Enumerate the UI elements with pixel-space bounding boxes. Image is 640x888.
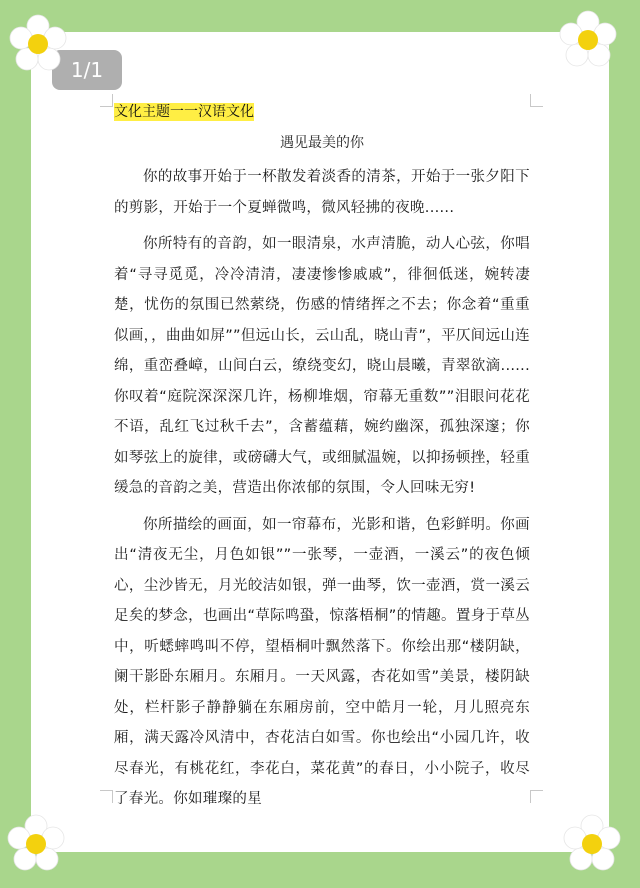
crop-mark-top-right (530, 94, 543, 107)
daisy-flower-icon (8, 14, 68, 74)
crop-mark-top-left (100, 94, 113, 107)
paragraph-3: 你所描绘的画面，如一帘幕布，光影和谐，色彩鲜明。你画出“清夜无尘，月色如银””一张琴，一壶酒，一溪云”的夜色倾心，尘沙皆无，月光皎洁如银，弹一曲琴，饮一壶酒，赏一溪云足矣的梦念，也画出“草际鸣蛩，惊落梧桐”的情趣。置身于草丛中，听蟋蟀鸣叫不停，望梧桐叶飘然落下。你绘出那“楼阴缺，阑干影卧东厢月。东厢月。一天风露，杏花如雪”美景，楼阴缺处，栏杆影子静静躺在东厢房前，空中皓月一轮，月儿照亮东厢，满天露冷风清中，杏花洁白如雪。你也绘出“小园几许，收尽春光，有桃花红，李花白，菜花黄”的春日，小小院子，收尽了春光。你如璀璨的星 (114, 516, 530, 807)
daisy-flower-icon (562, 814, 622, 874)
paragraph-2: 你所特有的音韵，如一眼清泉，水声清脆，动人心弦，你唱着“寻寻觅觅，冷冷清清，凄凄惨惨戚戚”，徘徊低迷，婉转凄楚，忧伤的氛围已然萦绕，伤感的情绪挥之不去；你念着“重重似画，，曲曲如屏””但远山长，云山乱，晓山青”，平仄间远山连绵，重峦叠嶂，山间白云，缭绕变幻，晓山晨曦，青翠欲滴......你叹着“庭院深深深几许，杨柳堆烟，帘幕无重数””泪眼问花花不语，乱红飞过秋千去”，含蓄蕴藉，婉约幽深，孤独深邃；你如琴弦上的旋律，或磅礴大气，或细腻温婉，以抑扬顿挫，轻重缓急的音韵之美，营造出你浓郁的氛围，令人回味无穷! (114, 236, 530, 496)
crop-mark-bottom-left (100, 790, 113, 803)
crop-mark-bottom-right (530, 790, 543, 803)
paragraph-1: 你的故事开始于一杯散发着淡香的清茶，开始于一张夕阳下的剪影，开始于一个夏蝉微鸣，微风轻拂的夜晚...... (114, 169, 530, 216)
daisy-flower-icon (558, 10, 618, 70)
document-content (114, 98, 530, 821)
topic-label-line (114, 98, 530, 126)
page-counter: 1/1 (52, 50, 122, 90)
topic-label: 文化主题一一汉语文化 (114, 104, 254, 120)
document-title: 遇见最美的你 (280, 135, 364, 151)
daisy-flower-icon (6, 814, 66, 874)
